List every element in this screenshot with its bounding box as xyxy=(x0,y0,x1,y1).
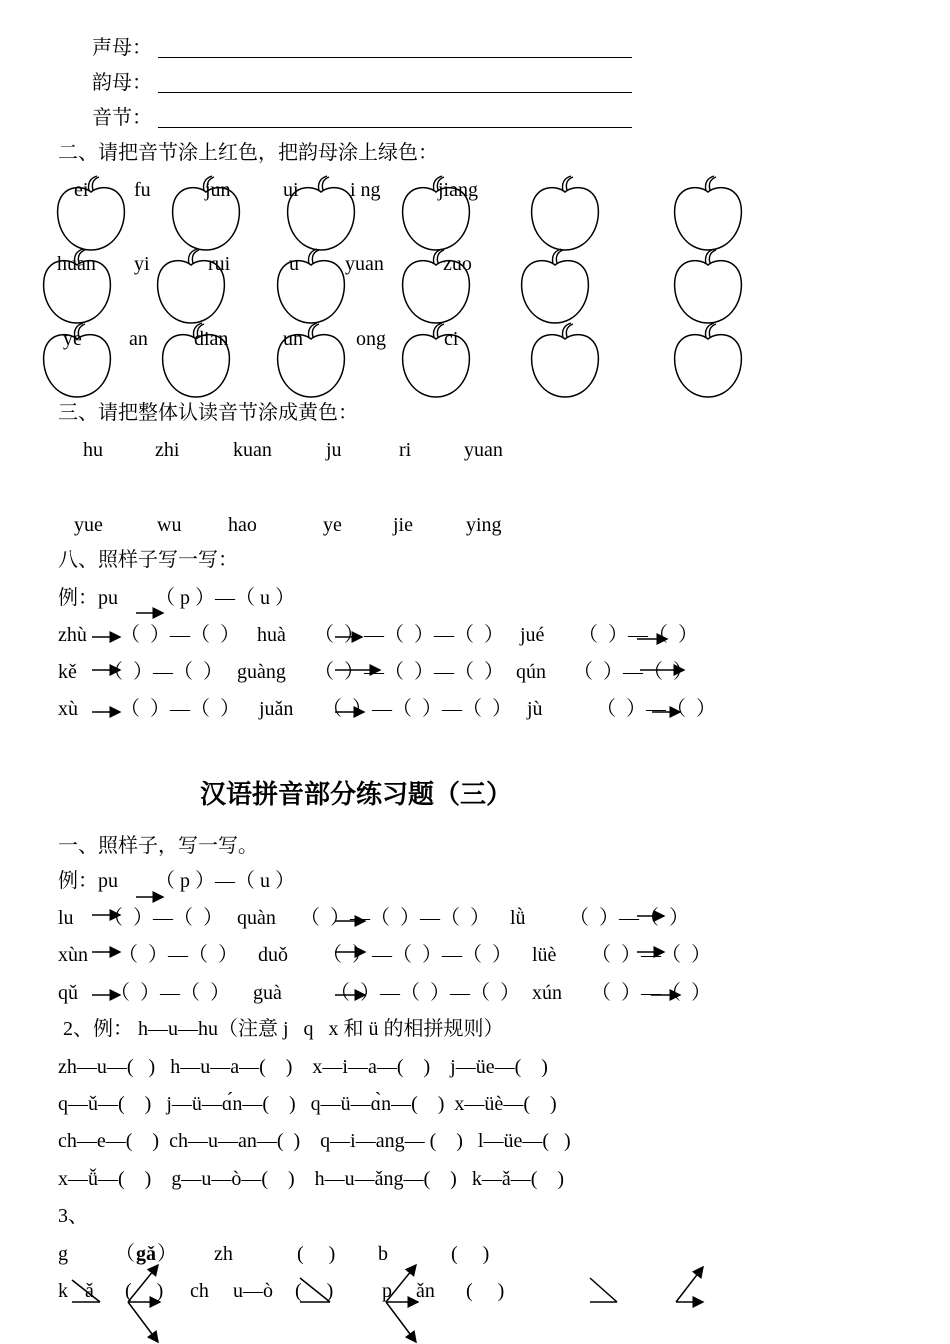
answer-blanks[interactable]: （ ）—（ ） xyxy=(110,982,230,1004)
syllable: ye xyxy=(63,328,82,350)
syllable[interactable]: zhi xyxy=(155,439,180,461)
answer-blanks[interactable]: （ ）—（ ） xyxy=(591,982,711,1004)
answer-blanks[interactable]: （ ）—（ ） xyxy=(120,624,240,646)
syllable: u xyxy=(289,253,299,275)
syllable: zuo xyxy=(443,253,472,275)
answer-blanks[interactable]: （ ）—（ ）—（ ） xyxy=(314,661,504,683)
syllable: dian xyxy=(194,328,229,350)
syllable: jué xyxy=(520,624,545,646)
part1-heading: 一、照样子，写一写。 xyxy=(58,835,258,857)
syllable: zhù xyxy=(58,624,87,646)
syllable: ui xyxy=(283,179,299,201)
syllable: fu xyxy=(134,179,151,201)
syllable[interactable]: jie xyxy=(393,514,413,536)
syllable[interactable]: ju xyxy=(326,439,342,461)
yunmu-label: 韵母： xyxy=(92,72,152,94)
syllable: jiang xyxy=(438,179,478,201)
example-answer: gǎ xyxy=(136,1243,156,1265)
answer-blank[interactable]: ( ) xyxy=(295,1280,334,1302)
connector-line xyxy=(590,1278,617,1302)
answer-blanks[interactable]: （ ）—（ ） xyxy=(103,907,223,929)
syllable[interactable]: hao xyxy=(228,514,257,536)
answer-blanks[interactable]: （ ）—（ ）—（ ） xyxy=(300,907,490,929)
example-answer: （ p ）—（ u ） xyxy=(155,587,295,609)
arrow-icon xyxy=(128,1265,158,1302)
spelling-line[interactable]: ch—e—( ) ch—u—an—( ) q—i—ang— ( ) l—üe—( ) xyxy=(58,1130,571,1152)
yinjie-label: 音节： xyxy=(92,107,152,129)
syllable[interactable]: ying xyxy=(466,514,502,536)
section8-heading: 八、照样子写一写： xyxy=(58,549,238,571)
syllable: an xyxy=(129,328,148,350)
syllable: qún xyxy=(516,661,546,683)
part2-heading: 2、例： h—u—hu（注意 j q x 和 ü 的相拼规则） xyxy=(58,1018,504,1040)
syllable: ci xyxy=(444,328,459,350)
syllable[interactable]: yuan xyxy=(464,439,503,461)
syllable: yi xyxy=(134,253,150,275)
initial: p xyxy=(382,1280,392,1302)
initial: k xyxy=(58,1280,68,1302)
syllable: huà xyxy=(257,624,286,646)
syllable: duǒ xyxy=(258,944,288,966)
arrow-icon xyxy=(386,1265,416,1302)
answer-blank[interactable]: ( ) xyxy=(125,1280,164,1302)
initial: b xyxy=(378,1243,388,1265)
syllable[interactable]: kuan xyxy=(233,439,272,461)
worksheet-title: 汉语拼音部分练习题（三） xyxy=(200,780,513,809)
syllable: juǎn xyxy=(259,698,294,720)
syllable: guà xyxy=(253,982,282,1004)
answer-blanks[interactable]: （ ）—（ ） xyxy=(103,661,223,683)
answer-blank[interactable]: ( ) xyxy=(297,1243,336,1265)
spelling-line[interactable]: q—ǔ—( ) j—ü—ɑ́n—( ) q—ü—ɑ̀n—( ) x—üè—( ) xyxy=(58,1093,557,1115)
syllable[interactable]: hu xyxy=(83,439,103,461)
arrow-icon xyxy=(128,1302,158,1342)
answer-blanks[interactable]: （ ）—（ ）—（ ） xyxy=(314,624,504,646)
syllable: xù xyxy=(58,698,78,720)
section3-heading: 三、请把整体认读音节涂成黄色： xyxy=(58,402,358,424)
syllable: i ng xyxy=(350,179,381,201)
final: u—ò xyxy=(233,1280,273,1302)
final: ǎ xyxy=(85,1280,94,1302)
syllable: yuan xyxy=(345,253,384,275)
syllable: qǔ xyxy=(58,982,78,1004)
syllable: un xyxy=(283,328,303,350)
connector-line xyxy=(72,1280,100,1302)
syllable: quàn xyxy=(237,907,276,929)
syllable: jun xyxy=(205,179,231,201)
example-prefix: 例：pu xyxy=(58,587,118,609)
final: ǎn xyxy=(416,1280,435,1302)
answer-blanks[interactable]: （ ）—（ ） xyxy=(591,944,711,966)
answer-blanks[interactable]: （ ）—（ ） xyxy=(596,698,716,720)
syllable: guàng xyxy=(237,661,286,683)
answer-blank[interactable]: ( ) xyxy=(451,1243,490,1265)
connector-line xyxy=(300,1278,330,1302)
syllable[interactable]: yue xyxy=(74,514,103,536)
example-prefix: 例：pu xyxy=(58,870,118,892)
syllable: huan xyxy=(57,253,96,275)
syllable: rui xyxy=(208,253,231,275)
answer-blanks[interactable]: （ ）—（ ） xyxy=(120,698,240,720)
syllable: lu xyxy=(58,907,74,929)
syllable: ei xyxy=(74,179,89,201)
spelling-line[interactable]: x—ǚ—( ) g—u—ò—( ) h—u—ǎng—( ) k—ǎ—( ) xyxy=(58,1168,565,1190)
initial: ch xyxy=(190,1280,209,1302)
syllable: lüè xyxy=(532,944,557,966)
answer-blanks[interactable]: （ ）—（ ） xyxy=(569,907,689,929)
syllable[interactable]: wu xyxy=(157,514,182,536)
initial: g xyxy=(58,1243,68,1265)
syllable[interactable]: ye xyxy=(323,514,342,536)
answer-blanks[interactable]: （ ）—（ ） xyxy=(578,624,698,646)
answer-blanks[interactable]: （ ）—（ ） xyxy=(118,944,238,966)
arrow-icon xyxy=(676,1267,703,1302)
syllable: ong xyxy=(356,328,386,350)
syllable: xún xyxy=(532,982,562,1004)
paren-close: ） xyxy=(157,1243,177,1265)
syllable: jù xyxy=(527,698,543,720)
paren-open: （ xyxy=(115,1243,135,1265)
syllable: lǜ xyxy=(510,907,526,929)
answer-blanks[interactable]: （ ）—（ ）—（ ） xyxy=(322,944,512,966)
arrow-icon xyxy=(386,1302,416,1342)
syllable: xùn xyxy=(58,944,88,966)
example-answer: （ p ）—（ u ） xyxy=(155,870,295,892)
spelling-line[interactable]: zh—u—( ) h—u—a—( ) x—i—a—( ) j—üe—( ) xyxy=(58,1056,548,1078)
part3-heading: 3、 xyxy=(58,1205,88,1227)
syllable: kě xyxy=(58,661,77,683)
answer-blank[interactable]: ( ) xyxy=(466,1280,505,1302)
answer-blanks[interactable]: （ ）—（ ）—（ ） xyxy=(330,982,520,1004)
syllable[interactable]: ri xyxy=(399,439,412,461)
answer-blanks[interactable]: （ ）—（ ） xyxy=(573,661,693,683)
initial: zh xyxy=(214,1243,233,1265)
answer-blanks[interactable]: （ ）—（ ）—（ ） xyxy=(322,698,512,720)
shengmu-label: 声母： xyxy=(92,37,152,59)
section2-heading: 二、请把音节涂上红色，把韵母涂上绿色： xyxy=(58,142,438,164)
